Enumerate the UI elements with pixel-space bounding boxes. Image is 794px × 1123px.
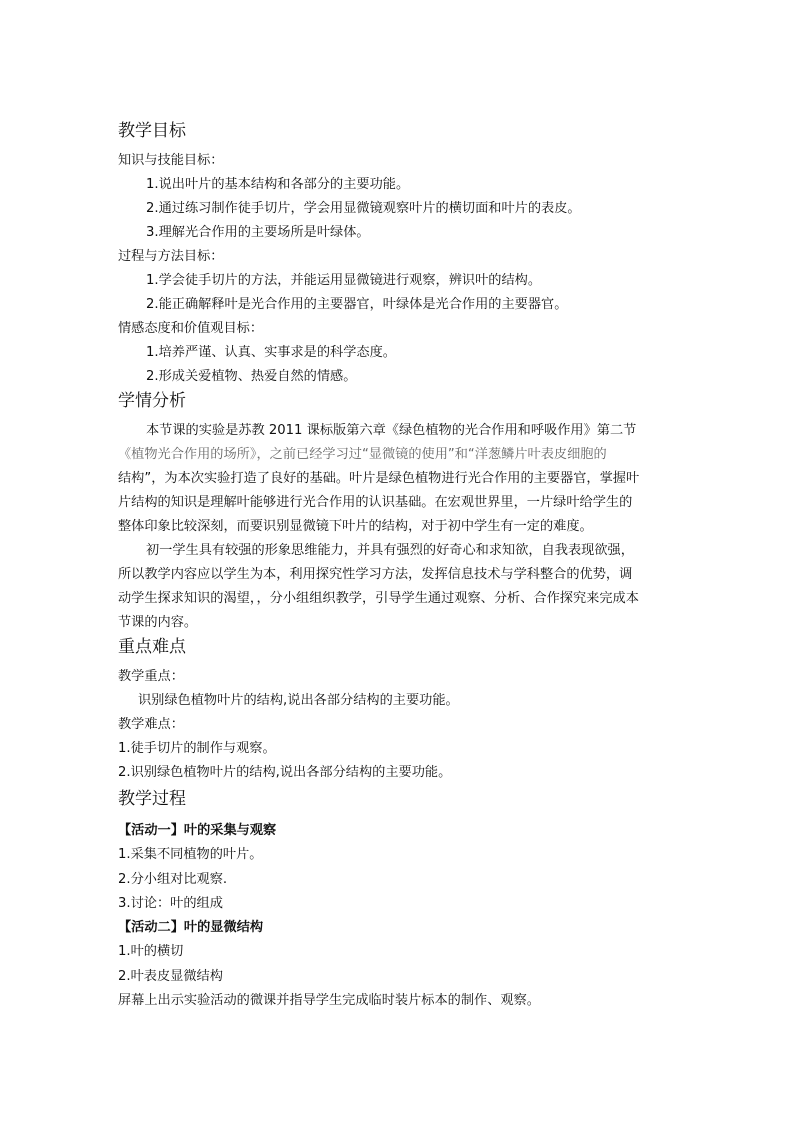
knowledge-label: 知识与技能目标： <box>118 153 224 168</box>
focus-label: 教学重点： <box>118 669 184 684</box>
activity-1-item-2: 2.分小组对比观察. <box>118 872 228 887</box>
emotion-item-2: 2.形成关爱植物、热爱自然的情感。 <box>146 369 357 384</box>
analysis-p1-line-3: 结构”，为本次实验打造了良好的基础。叶片是绿色植物进行光合作用的主要器官，掌握叶 <box>118 471 640 486</box>
activity-1-item-1: 1.采集不同植物的叶片。 <box>118 847 263 862</box>
analysis-p2-line-1: 初一学生具有较强的形象思维能力，并具有强烈的好奇心和求知欲，自我表现欲强， <box>146 543 634 558</box>
activity-2-item-1: 1.叶的横切 <box>118 944 184 959</box>
process-item-2: 2.能正确解释叶是光合作用的主要器官，叶绿体是光合作用的主要器官。 <box>146 297 568 312</box>
activity-2-title: 【活动二】叶的显微结构 <box>118 920 264 935</box>
heading-process: 教学过程 <box>118 789 186 809</box>
difficulty-item-2: 2.识别绿色植物叶片的结构,说出各部分结构的主要功能。 <box>118 765 452 780</box>
process-item-1: 1.学会徒手切片的方法，并能运用显微镜进行观察，辨识叶的结构。 <box>146 273 542 288</box>
knowledge-item-1: 1.说出叶片的基本结构和各部分的主要功能。 <box>146 177 410 192</box>
focus-text: 识别绿色植物叶片的结构,说出各部分结构的主要功能。 <box>138 693 459 708</box>
analysis-p2-line-2: 所以教学内容应以学生为本，利用探究性学习方法，发挥信息技术与学科整合的优势，调 <box>118 567 633 582</box>
activity-1-item-3: 3.讨论：叶的组成 <box>118 896 223 911</box>
heading-keypoints: 重点难点 <box>118 637 186 657</box>
emotion-item-1: 1.培养严谨、认真、实事求是的科学态度。 <box>146 345 396 360</box>
closing-text: 屏幕上出示实验活动的微课并指导学生完成临时装片标本的制作、观察。 <box>118 993 540 1008</box>
activity-1-title: 【活动一】叶的采集与观察 <box>118 823 277 838</box>
emotion-label: 情感态度和价值观目标： <box>118 321 264 336</box>
difficulty-label: 教学难点： <box>118 717 184 732</box>
difficulty-item-1: 1.徒手切片的制作与观察。 <box>118 741 276 756</box>
heading-goals: 教学目标 <box>118 121 186 141</box>
analysis-p1-line-1: 本节课的实验是苏教 2011 课标版第六章《绿色植物的光合作用和呼吸作用》第二节 <box>146 423 637 438</box>
heading-analysis: 学情分析 <box>118 391 186 411</box>
analysis-p1-line-4: 片结构的知识是理解叶能够进行光合作用的认识基础。在宏观世界里，一片绿叶给学生的 <box>118 495 633 510</box>
analysis-p1-line-2: 《植物光合作用的场所》，之前已经学习过“显微镜的使用”和“洋葱鳞片叶表皮细胞的 <box>118 447 607 462</box>
activity-2-item-2: 2.叶表皮显微结构 <box>118 969 223 984</box>
knowledge-item-3: 3.理解光合作用的主要场所是叶绿体。 <box>146 225 370 240</box>
process-label: 过程与方法目标： <box>118 249 224 264</box>
analysis-p2-line-4: 节课的内容。 <box>118 615 198 630</box>
analysis-p1-line-5: 整体印象比较深刻，而要识别显微镜下叶片的结构，对于初中学生有一定的难度。 <box>118 519 593 534</box>
analysis-p2-line-3: 动学生探求知识的渴望，，分小组组织教学，引导学生通过观察、分析、合作探究来完成本 <box>118 591 639 606</box>
knowledge-item-2: 2.通过练习制作徒手切片，学会用显微镜观察叶片的横切面和叶片的表皮。 <box>146 201 581 216</box>
